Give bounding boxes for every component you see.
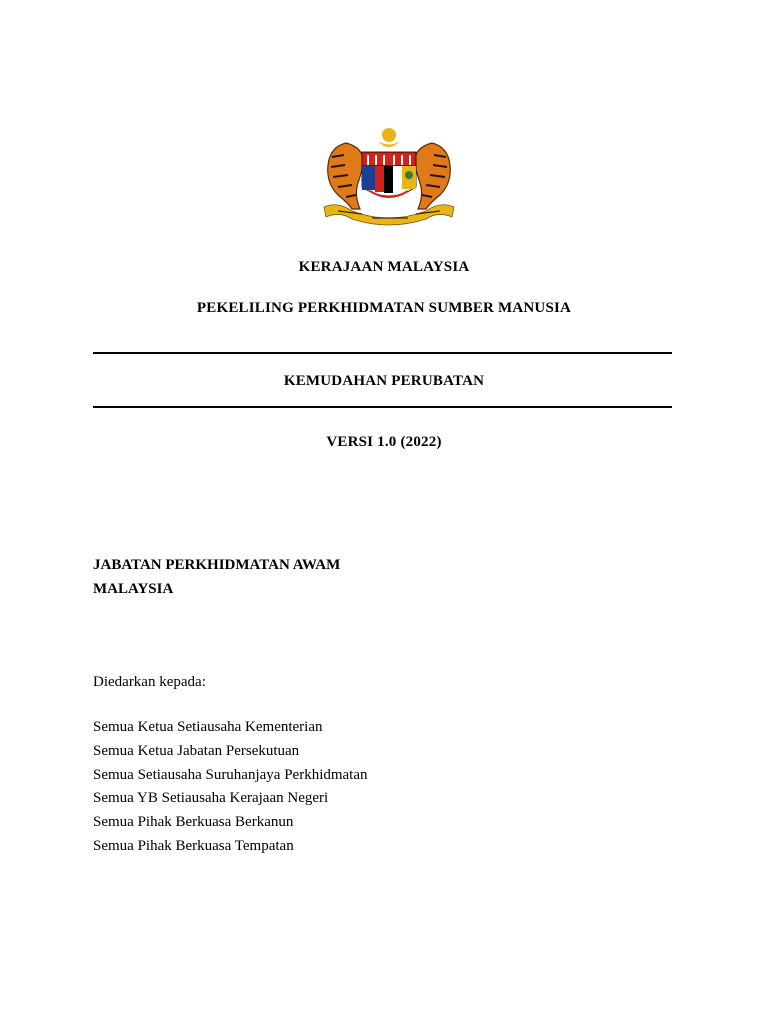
- recipient-item: Semua Setiausaha Suruhanjaya Perkhidmatan: [93, 766, 368, 783]
- government-heading: KERAJAAN MALAYSIA: [298, 259, 470, 275]
- circular-heading: PEKELILING PERKHIDMATAN SUMBER MANUSIA: [196, 300, 572, 316]
- document-title: KEMUDAHAN PERUBATAN: [283, 373, 485, 389]
- motto-scroll: [324, 205, 454, 225]
- recipient-item: Semua Pihak Berkuasa Berkanun: [93, 814, 294, 831]
- version-label: VERSI 1.0 (2022): [326, 434, 442, 450]
- issuer-line-2: MALAYSIA: [93, 581, 174, 597]
- recipient-item: Semua Ketua Setiausaha Kementerian: [93, 719, 323, 735]
- issuer-line-1: JABATAN PERKHIDMATAN AWAM: [93, 557, 341, 573]
- bottom-divider: [93, 406, 672, 408]
- recipient-item: Semua Pihak Berkuasa Tempatan: [93, 837, 294, 854]
- top-divider: [93, 352, 672, 354]
- recipient-list: [93, 716, 368, 859]
- crest-shield: [362, 152, 416, 197]
- recipient-item: Semua Ketua Jabatan Persekutuan: [93, 742, 300, 759]
- distribution-heading: Diedarkan kepada:: [93, 674, 206, 690]
- coat-of-arms-icon: [318, 125, 460, 227]
- recipient-item: Semua YB Setiausaha Kerajaan Negeri: [93, 790, 329, 807]
- issuer-block: [93, 553, 340, 601]
- crest-star: [382, 128, 396, 142]
